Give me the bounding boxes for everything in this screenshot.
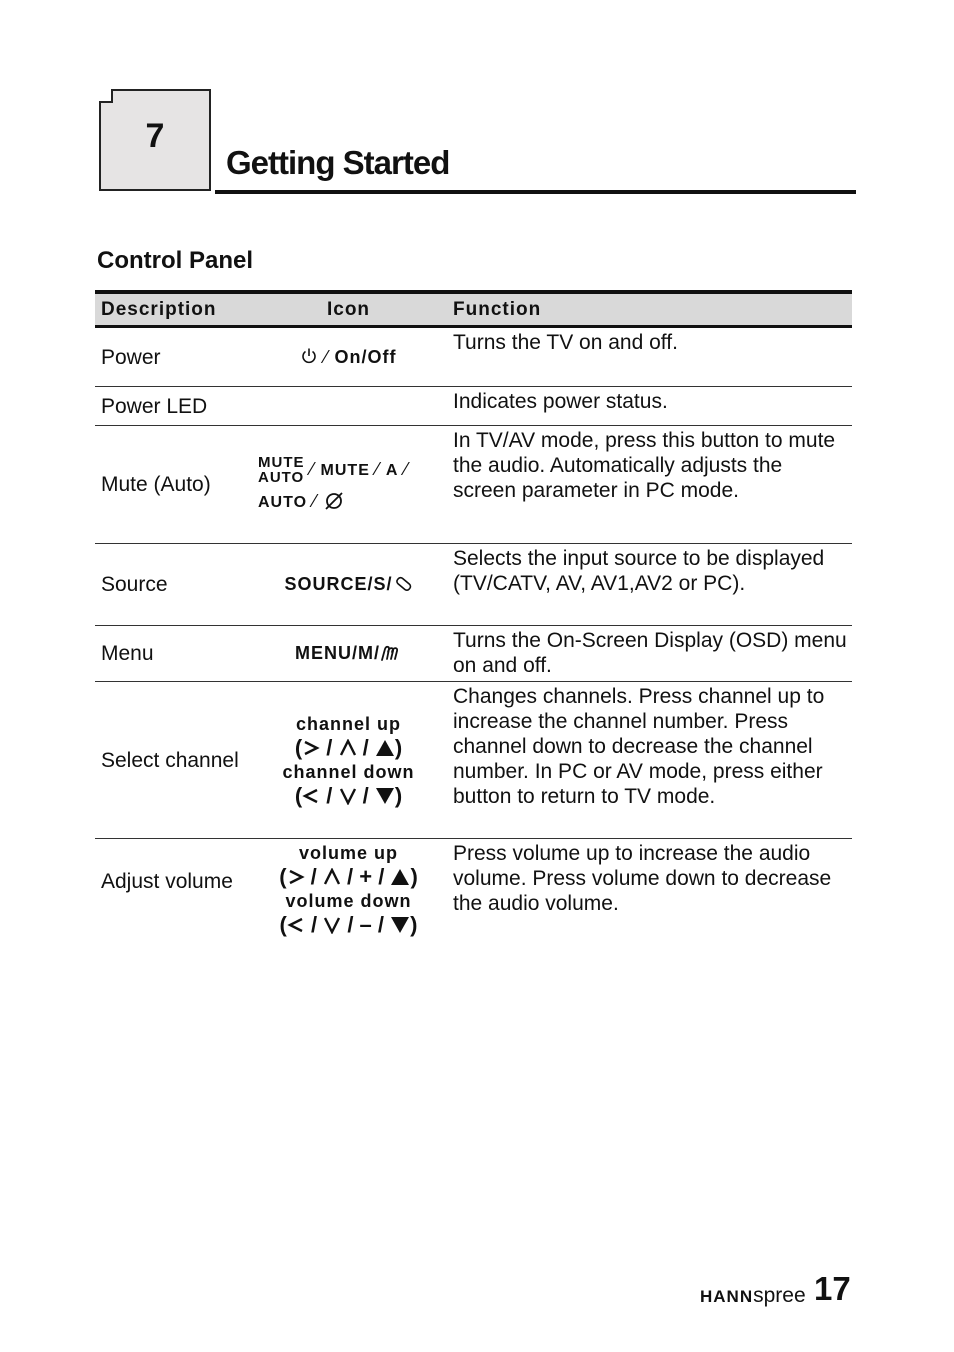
chapter-tab-notch: [99, 89, 113, 103]
table-row: [95, 626, 852, 682]
auto-label: AUTO: [258, 493, 308, 511]
table-row: [95, 327, 852, 387]
row-icon: [250, 327, 447, 387]
volume-down-label: volume down: [285, 891, 412, 911]
row-description: Select channel: [95, 682, 250, 839]
header-function: Function: [447, 292, 852, 327]
chevron-left-icon: [287, 917, 305, 933]
row-description: Source: [95, 544, 250, 626]
row-icon: [250, 387, 447, 426]
row-function: Turns the On-Screen Display (OSD) menu on and off.: [447, 626, 852, 682]
mute-icon-label: MUTE: [258, 453, 305, 471]
header-icon: Icon: [250, 292, 447, 327]
function-line: Selects the input source to be displayed: [453, 547, 825, 570]
auto-icon-label: AUTO: [258, 468, 305, 486]
volume-up-symbols: ( / / + / ): [279, 864, 418, 889]
table-row: [95, 387, 852, 426]
table-header-row: [95, 292, 852, 327]
source-icon-label: SOURCE/S/: [284, 574, 393, 594]
title-rule: [215, 190, 856, 194]
row-icon: MUTE AUTO ⁄ MUTE ⁄ A ⁄ AUTO ⁄: [250, 426, 447, 544]
menu-icon-label: MENU/M/: [295, 643, 380, 663]
table-row: [95, 839, 852, 943]
chevron-down-icon: [323, 916, 341, 934]
volume-up-label: volume up: [298, 843, 398, 863]
row-function: [447, 544, 852, 626]
channel-up-symbols: ( / / ): [294, 735, 403, 760]
page-title: Getting Started: [226, 144, 450, 181]
control-panel-table: [95, 290, 852, 943]
row-description: Power LED: [95, 387, 250, 426]
chevron-up-icon: [339, 739, 357, 757]
mute-label: MUTE: [320, 461, 370, 479]
brand-light: spree: [753, 1284, 806, 1307]
row-function: Indicates power status.: [447, 387, 852, 426]
row-function: Press volume up to increase the audio volume. Press volume down to decrease the audio volume.: [453, 842, 832, 915]
chevron-down-icon: [339, 787, 357, 805]
row-description: Mute (Auto): [95, 426, 250, 544]
row-function: Turns the TV on and off.: [447, 327, 852, 387]
brand-bold: HANN: [700, 1287, 754, 1306]
row-icon: [250, 839, 447, 943]
triangle-down-icon: [390, 916, 410, 934]
chevron-right-icon: [287, 869, 305, 885]
chevron-up-icon: [323, 868, 341, 886]
chapter-tab: [99, 89, 211, 191]
triangle-up-icon: [390, 868, 410, 886]
channel-down-label: channel down: [282, 762, 415, 782]
section-title: Control Panel: [97, 247, 254, 274]
row-function: In TV/AV mode, press this button to mute the audio. Automatically adjusts the screen parameter in PC mode.: [447, 426, 852, 544]
channel-down-symbols: ( / / ): [294, 783, 403, 808]
row-icon: [250, 626, 447, 682]
brand-logo: [700, 1284, 806, 1308]
row-description: Power: [95, 327, 250, 387]
row-icon: [250, 544, 447, 626]
row-icon: [250, 682, 447, 839]
channel-up-label: channel up: [295, 714, 401, 734]
chevron-left-icon: [302, 788, 320, 804]
minus-symbol: –: [359, 912, 372, 937]
row-description: Menu: [95, 626, 250, 682]
table-row: [95, 426, 852, 544]
table-row: [95, 544, 852, 626]
table-row: [95, 682, 852, 839]
slash-separator: ⁄: [324, 346, 329, 367]
header-description: Description: [95, 292, 250, 327]
function-line: (TV/CATV, AV, AV1,AV2 or PC).: [453, 572, 746, 595]
page-number: 17: [814, 1270, 851, 1307]
a-label: A: [385, 461, 399, 479]
volume-down-symbols: ( / / – / ): [279, 912, 418, 937]
triangle-up-icon: [375, 739, 395, 757]
power-icon: [300, 347, 318, 365]
mute-speaker-off-icon: [323, 491, 345, 511]
chevron-right-icon: [302, 740, 320, 756]
source-input-icon: [393, 574, 413, 594]
power-icon-label: On/Off: [334, 346, 397, 367]
plus-symbol: +: [359, 864, 373, 889]
row-function: Changes channels. Press channel up to increase the channel number. Press channel down to decrease the channel number. In PC or AV mode, press either button to return to TV mode.: [447, 682, 852, 839]
menu-icon: [380, 644, 402, 662]
row-description: Adjust volume: [101, 870, 233, 893]
chapter-number: 7: [145, 117, 165, 155]
triangle-down-icon: [375, 787, 395, 805]
